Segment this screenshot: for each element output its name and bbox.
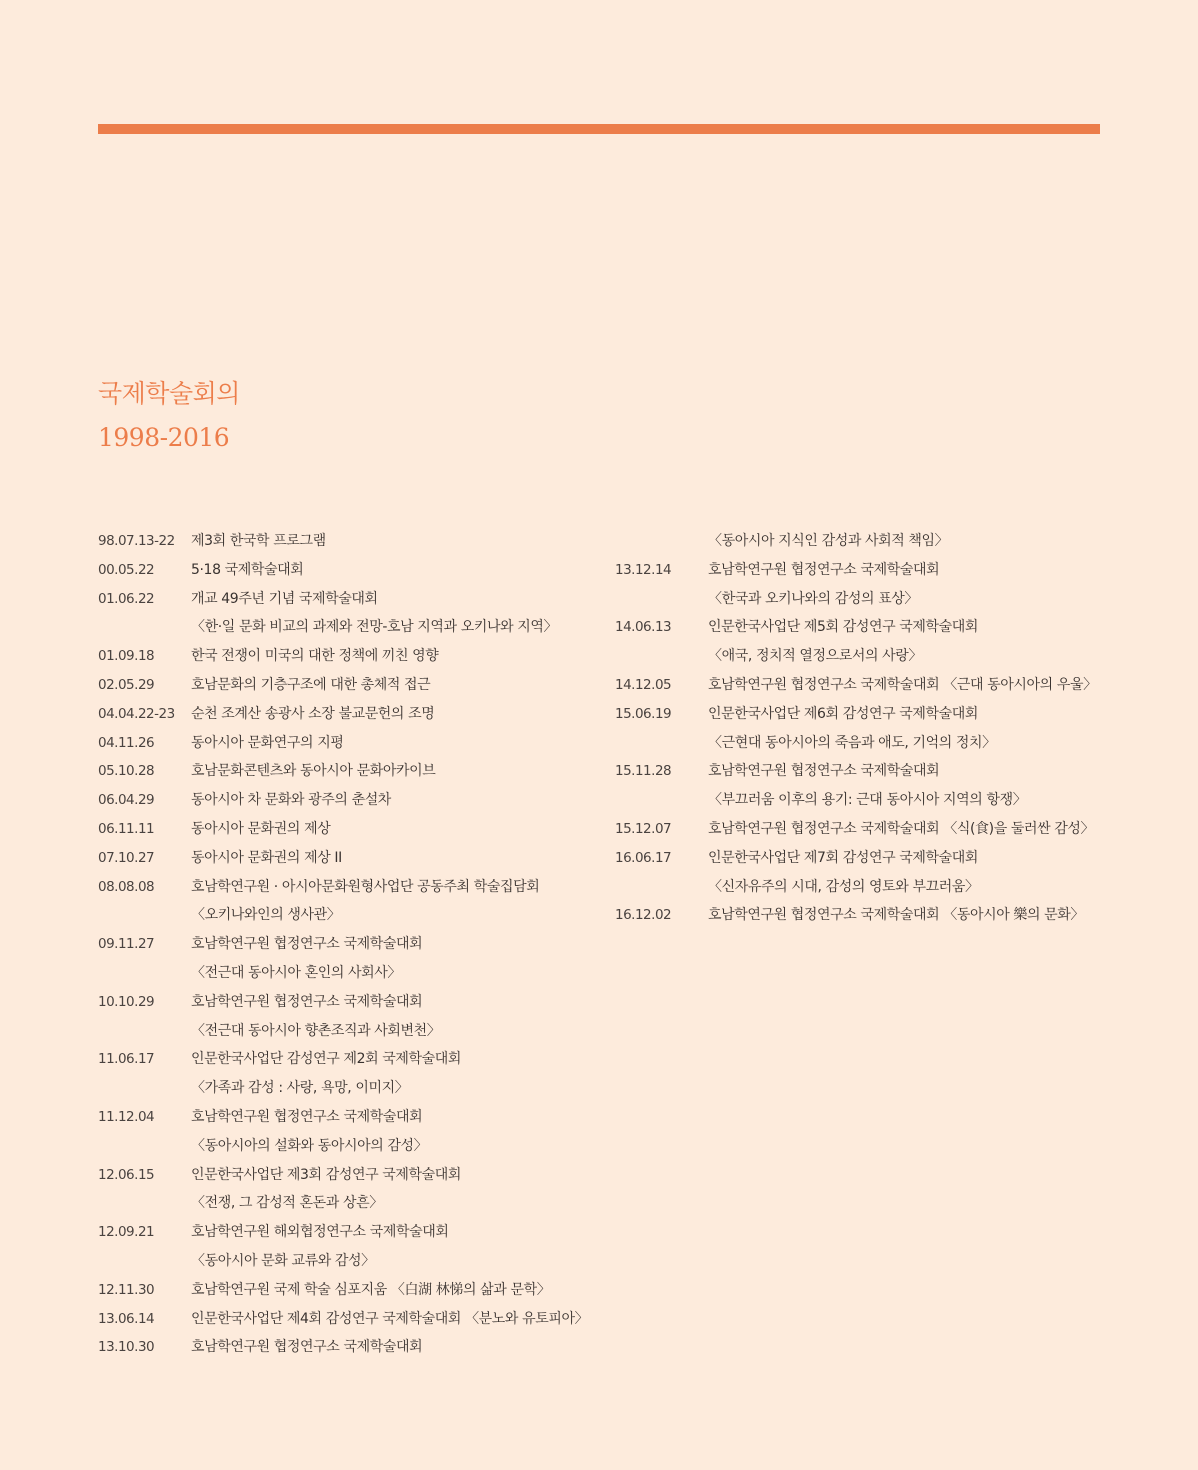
title-line-korean: 국제학술회의 (98, 379, 240, 408)
list-item (98, 585, 598, 614)
list-item (615, 815, 1105, 844)
event-date: 11.06.17 (98, 1051, 155, 1068)
event-date: 12.06.15 (98, 1166, 155, 1183)
event-title: 〈오키나와인의 생사관〉 (191, 907, 341, 924)
list-item (98, 1045, 598, 1074)
event-title: 〈한·일 문화 비교의 과제와 전망-호남 지역과 오키나와 지역〉 (191, 619, 558, 636)
event-title: 인문한국사업단 제7회 감성연구 국제학술대회 (708, 849, 979, 866)
list-item (98, 873, 598, 902)
event-title: 〈부끄러움 이후의 용기: 근대 동아시아 지역의 항쟁〉 (708, 792, 1027, 809)
event-title: 인문한국사업단 제4회 감성연구 국제학술대회 〈분노와 유토피아〉 (191, 1310, 589, 1327)
list-item (98, 729, 598, 758)
event-date: 09.11.27 (98, 936, 155, 953)
list-item (98, 1074, 598, 1103)
event-date: 16.12.02 (615, 907, 672, 924)
event-date: 15.06.19 (615, 705, 672, 722)
list-item (615, 642, 1105, 671)
list-item (98, 844, 598, 873)
event-title: 〈동아시아 문화 교류와 감성〉 (191, 1252, 375, 1269)
event-date: 10.10.29 (98, 993, 155, 1010)
list-item (98, 1103, 598, 1132)
event-date: 13.10.30 (98, 1339, 155, 1356)
event-title: 호남학연구원 · 아시아문화원형사업단 공동주최 학술집담회 (191, 878, 540, 895)
list-item (98, 757, 598, 786)
list-item (98, 1189, 598, 1218)
event-date: 05.10.28 (98, 763, 155, 780)
list-item (615, 527, 1105, 556)
event-date: 06.04.29 (98, 792, 155, 809)
list-item (615, 613, 1105, 642)
list-item (98, 1218, 598, 1247)
event-title: 〈전쟁, 그 감성적 혼돈과 상흔〉 (191, 1195, 383, 1212)
list-item (98, 901, 598, 930)
event-title: 〈신자유주의 시대, 감성의 영토와 부끄러움〉 (708, 878, 979, 895)
list-item (615, 556, 1105, 585)
event-title: 동아시아 문화권의 제상 II (191, 849, 342, 866)
list-item (615, 729, 1105, 758)
event-title: 〈가족과 감성 : 사랑, 욕망, 이미지〉 (191, 1080, 409, 1097)
list-item (98, 1017, 598, 1046)
event-title: 〈동아시아 지식인 감성과 사회적 책임〉 (708, 533, 949, 549)
event-date: 04.11.26 (98, 734, 155, 751)
event-title: 〈전근대 동아시아 혼인의 사회사〉 (191, 964, 401, 981)
list-item (98, 613, 598, 642)
list-item (615, 585, 1105, 614)
list-item (98, 1333, 598, 1362)
event-title: 〈전근대 동아시아 향촌조직과 사회변천〉 (191, 1022, 441, 1039)
list-item (98, 1247, 598, 1276)
page-title (98, 372, 240, 460)
list-item (98, 1161, 598, 1190)
event-title: 호남학연구원 국제 학술 심포지움 〈白湖 林悌의 삶과 문학〉 (191, 1281, 551, 1298)
event-date: 12.11.30 (98, 1281, 155, 1298)
event-title: 인문한국사업단 제3회 감성연구 국제학술대회 (191, 1166, 462, 1183)
list-item (98, 1276, 598, 1305)
event-date: 13.06.14 (98, 1310, 155, 1327)
event-date: 11.12.04 (98, 1108, 155, 1125)
list-item (98, 527, 598, 556)
event-date: 16.06.17 (615, 849, 672, 866)
event-date: 15.12.07 (615, 820, 672, 837)
event-title: 동아시아 문화권의 제상 (191, 820, 331, 837)
event-title: 호남문화의 기층구조에 대한 총체적 접근 (191, 676, 431, 693)
event-title: 동아시아 문화연구의 지평 (191, 734, 344, 751)
event-title: 호남학연구원 협정연구소 국제학술대회 (191, 993, 423, 1010)
list-item (98, 642, 598, 671)
list-item (615, 671, 1105, 700)
list-item (98, 1305, 598, 1334)
list-item (98, 815, 598, 844)
event-date: 01.06.22 (98, 590, 155, 607)
event-title: 한국 전쟁이 미국의 대한 정책에 끼친 영향 (191, 648, 439, 665)
event-title: 5·18 국제학술대회 (191, 561, 304, 578)
event-title: 호남학연구원 해외협정연구소 국제학술대회 (191, 1224, 449, 1241)
list-item (615, 757, 1105, 786)
event-date: 12.09.21 (98, 1224, 155, 1241)
event-title: 동아시아 차 문화와 광주의 춘설차 (191, 792, 391, 809)
event-title: 인문한국사업단 제6회 감성연구 국제학술대회 (708, 705, 979, 722)
event-date: 00.05.22 (98, 561, 155, 578)
event-title: 호남학연구원 협정연구소 국제학술대회 (708, 561, 940, 578)
event-title: 호남학연구원 협정연구소 국제학술대회 〈식(食)을 둘러싼 감성〉 (708, 820, 1095, 837)
left-column-list (98, 527, 598, 1362)
list-item (98, 786, 598, 815)
event-date: 01.09.18 (98, 648, 155, 665)
event-title: 〈애국, 정치적 열정으로서의 사랑〉 (708, 648, 923, 665)
event-title: 순천 조계산 송광사 소장 불교문헌의 조명 (191, 705, 435, 722)
event-title: 호남학연구원 협정연구소 국제학술대회 (191, 1108, 423, 1125)
event-date: 06.11.11 (98, 820, 155, 837)
list-item (98, 1132, 598, 1161)
list-item (615, 901, 1105, 930)
list-item (98, 959, 598, 988)
event-date: 14.12.05 (615, 676, 672, 693)
list-item (98, 930, 598, 959)
event-title: 제3회 한국학 프로그램 (191, 533, 326, 549)
event-title: 〈한국과 오키나와의 감성의 표상〉 (708, 590, 918, 607)
event-title: 호남학연구원 협정연구소 국제학술대회 (191, 936, 423, 953)
event-title: 인문한국사업단 감성연구 제2회 국제학술대회 (191, 1051, 462, 1068)
event-title: 호남학연구원 협정연구소 국제학술대회 〈근대 동아시아의 우울〉 (708, 676, 1097, 693)
event-date: 14.06.13 (615, 619, 672, 636)
event-title: 〈근현대 동아시아의 죽음과 애도, 기억의 정치〉 (708, 734, 996, 751)
event-title: 개교 49주년 기념 국제학술대회 (191, 590, 378, 607)
title-line-years: 1998-2016 (98, 423, 230, 452)
event-title: 〈동아시아의 설화와 동아시아의 감성〉 (191, 1137, 428, 1154)
event-date: 15.11.28 (615, 763, 672, 780)
event-title: 호남문화콘텐츠와 동아시아 문화아카이브 (191, 763, 436, 780)
list-item (98, 556, 598, 585)
list-item (98, 700, 598, 729)
list-item (615, 700, 1105, 729)
event-title: 호남학연구원 협정연구소 국제학술대회 〈동아시아 樂의 문화〉 (708, 907, 1085, 924)
event-date: 07.10.27 (98, 849, 155, 866)
event-date: 04.04.22-23 (98, 705, 175, 722)
list-item (615, 786, 1105, 815)
list-item (98, 671, 598, 700)
list-item (615, 844, 1105, 873)
event-date: 98.07.13-22 (98, 533, 175, 549)
event-date: 13.12.14 (615, 561, 672, 578)
right-column-list (615, 527, 1105, 930)
list-item (98, 988, 598, 1017)
event-title: 인문한국사업단 제5회 감성연구 국제학술대회 (708, 619, 979, 636)
event-date: 02.05.29 (98, 676, 155, 693)
event-date: 08.08.08 (98, 878, 155, 895)
event-title: 호남학연구원 협정연구소 국제학술대회 (708, 763, 940, 780)
list-item (615, 873, 1105, 902)
top-accent-rule (98, 124, 1100, 134)
event-title: 호남학연구원 협정연구소 국제학술대회 (191, 1339, 423, 1356)
